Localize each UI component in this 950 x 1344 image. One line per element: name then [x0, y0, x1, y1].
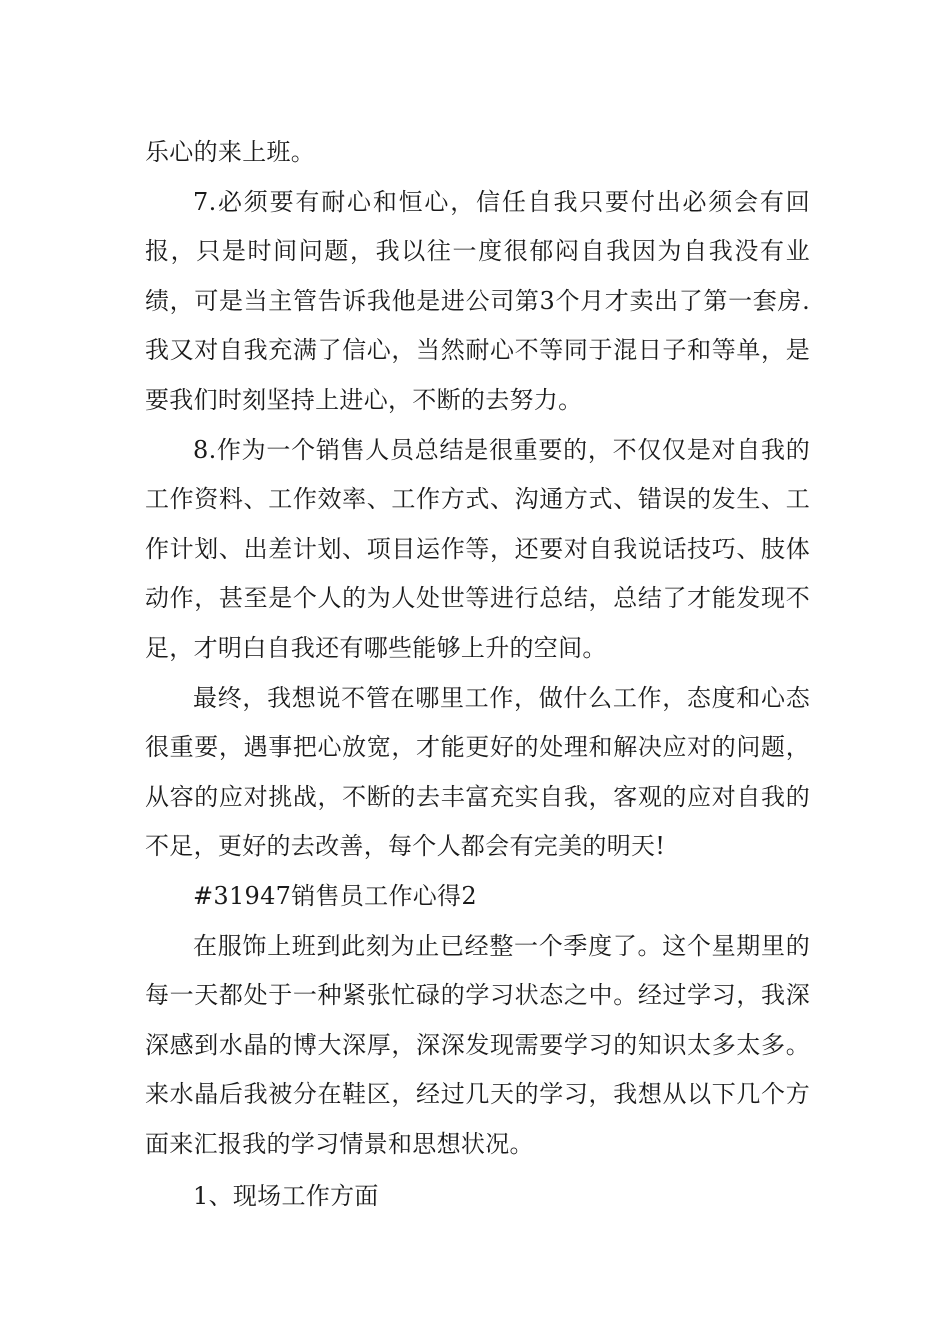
paragraph-conclusion: 最终，我想说不管在哪里工作，做什么工作，态度和心态很重要，遇事把心放宽，才能更好的处理和解决应对的问题，从容的应对挑战，不断的去丰富充实自我，客观的应对自我的不足，更好的去改善，每个人都会有完美的明天! [145, 683, 810, 861]
paragraph-item-7: 7.必须要有耐心和恒心，信任自我只要付出必须会有回报，只是时间问题，我以往一度很郁闷自我因为自我没有业绩，可是当主管告诉我他是进公司第3个月才卖出了第一套房.我又对自我充满了信心，当然耐心不等同于混日子和等单，是要我们时刻坚持上进心，不断的去努力。 [145, 187, 810, 414]
paragraph-continuation: 乐心的来上班。 [145, 138, 316, 166]
paragraph-item-8: 8.作为一个销售人员总结是很重要的，不仅仅是对自我的工作资料、工作效率、工作方式、沟通方式、错误的发生、工作计划、出差计划、项目运作等，还要对自我说话技巧、肢体动作，甚至是个人的为人处世等进行总结，总结了才能发现不足，才明白自我还有哪些能够上升的空间。 [145, 435, 810, 662]
subsection-heading: 1、现场工作方面 [193, 1182, 379, 1211]
section-heading: #31947销售员工作心得2 [193, 881, 477, 910]
paragraph-intro: 在服饰上班到此刻为止已经整一个季度了。这个星期里的每一天都处于一种紧张忙碌的学习状态之中。经过学习，我深深感到水晶的博大深厚，深深发现需要学习的知识太多太多。来水晶后我被分在鞋区，经过几天的学习，我想从以下几个方面来汇报我的学习情景和思想状况。 [145, 931, 810, 1158]
document-body [145, 128, 810, 1222]
